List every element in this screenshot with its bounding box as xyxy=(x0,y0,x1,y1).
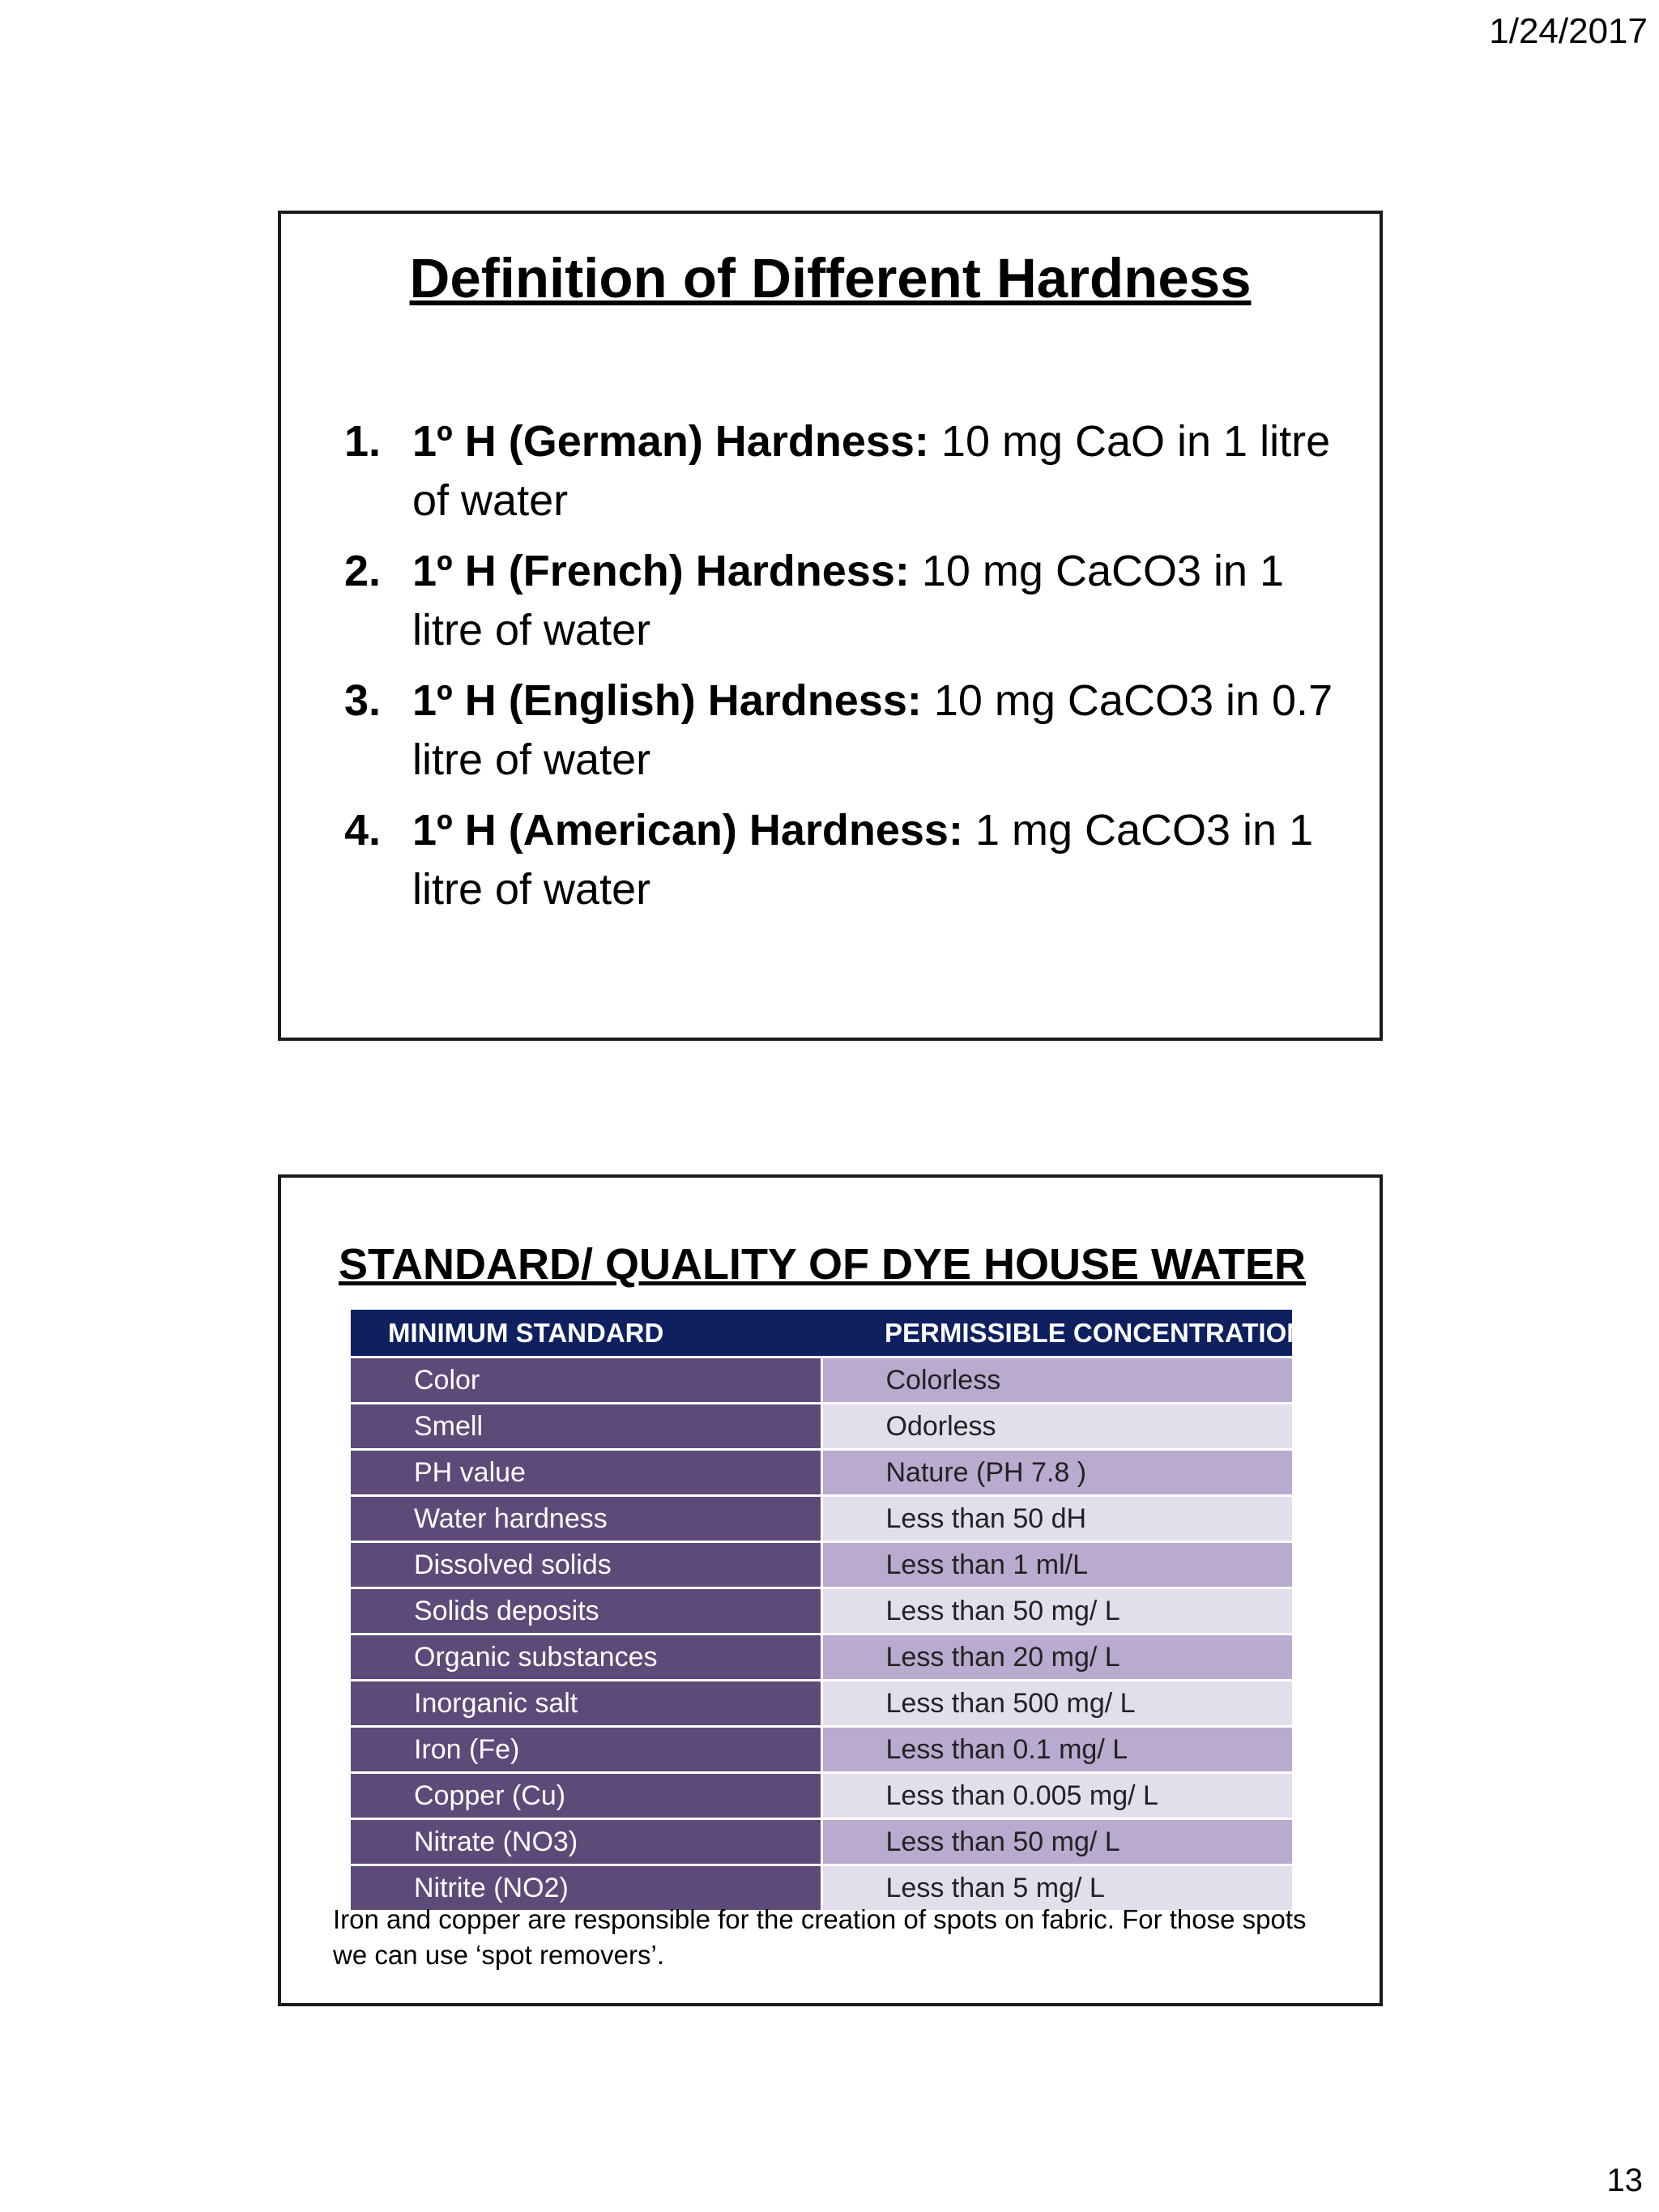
standard-cell: Copper (Cu) xyxy=(351,1773,821,1819)
table-row xyxy=(351,1634,1292,1681)
concentration-cell: Less than 1 ml/L xyxy=(821,1542,1292,1588)
standard-cell: Color xyxy=(351,1357,821,1404)
table-row xyxy=(351,1450,1292,1496)
table-row xyxy=(351,1681,1292,1727)
standard-cell: Water hardness xyxy=(351,1496,821,1542)
slide-title: STANDARD/ QUALITY OF DYE HOUSE WATER xyxy=(338,1240,1307,1289)
hardness-definition: 10 mg CaCO3 in 0.7 litre of water xyxy=(412,676,1333,784)
slide-hardness-definitions xyxy=(278,211,1383,1041)
hardness-term: 1º H (English) Hardness: xyxy=(412,676,922,725)
table-row xyxy=(351,1357,1292,1404)
water-standard-table xyxy=(351,1310,1307,1912)
hardness-definition: 10 mg CaO in 1 litre of water xyxy=(412,417,1331,525)
list-number: 4. xyxy=(344,806,382,855)
hardness-definition: 10 mg CaCO3 in 1 litre of water xyxy=(412,547,1285,654)
list-item xyxy=(344,801,1341,919)
slide-title: Definition of Different Hardness xyxy=(409,247,1252,309)
list-item xyxy=(344,542,1341,660)
hardness-definition: 1 mg CaCO3 in 1 litre of water xyxy=(412,806,1314,914)
column-header-concentration: PERMISSIBLE CONCENTRATION xyxy=(821,1310,1292,1357)
hardness-term: 1º H (German) Hardness: xyxy=(412,417,929,466)
page-date: 1/24/2017 xyxy=(1489,11,1648,51)
slide-dye-house-water-standard xyxy=(278,1174,1383,2006)
concentration-cell: Less than 50 mg/ L xyxy=(821,1819,1292,1865)
slide-note: Iron and copper are responsible for the creation of spots on fabric. For those spots we can use ‘spot removers’. xyxy=(333,1904,1307,1970)
standard-cell: PH value xyxy=(351,1450,821,1496)
standard-cell: Nitrate (NO3) xyxy=(351,1819,821,1865)
hardness-definition-list xyxy=(344,412,1341,931)
concentration-cell: Less than 20 mg/ L xyxy=(821,1634,1292,1681)
concentration-cell: Less than 0.005 mg/ L xyxy=(821,1773,1292,1819)
list-item xyxy=(344,671,1341,790)
standard-cell: Inorganic salt xyxy=(351,1681,821,1727)
standard-cell: Smell xyxy=(351,1404,821,1450)
hardness-term: 1º H (American) Hardness: xyxy=(412,806,963,855)
table-row xyxy=(351,1819,1292,1865)
table-row xyxy=(351,1588,1292,1634)
column-header-standard: MINIMUM STANDARD xyxy=(351,1310,821,1357)
concentration-cell: Odorless xyxy=(821,1404,1292,1450)
list-number: 3. xyxy=(344,676,382,725)
standard-cell: Dissolved solids xyxy=(351,1542,821,1588)
standard-cell: Solids deposits xyxy=(351,1588,821,1634)
list-number: 1. xyxy=(344,417,382,466)
concentration-cell: Less than 0.1 mg/ L xyxy=(821,1727,1292,1773)
table-row xyxy=(351,1727,1292,1773)
table-row xyxy=(351,1542,1292,1588)
table-header-row xyxy=(351,1310,1292,1357)
table-row xyxy=(351,1773,1292,1819)
table-row xyxy=(351,1404,1292,1450)
page-number: 13 xyxy=(1606,2163,1643,2198)
standard-cell: Organic substances xyxy=(351,1634,821,1681)
standard-cell: Iron (Fe) xyxy=(351,1727,821,1773)
list-number: 2. xyxy=(344,547,382,595)
concentration-cell: Colorless xyxy=(821,1357,1292,1404)
list-item xyxy=(344,412,1341,531)
concentration-cell: Less than 50 mg/ L xyxy=(821,1588,1292,1634)
concentration-cell: Less than 500 mg/ L xyxy=(821,1681,1292,1727)
concentration-cell: Less than 5 mg/ L xyxy=(821,1865,1292,1912)
concentration-cell: Nature (PH 7.8 ) xyxy=(821,1450,1292,1496)
hardness-term: 1º H (French) Hardness: xyxy=(412,547,910,595)
table-row xyxy=(351,1496,1292,1542)
concentration-cell: Less than 50 dH xyxy=(821,1496,1292,1542)
standard-cell: Nitrite (NO2) xyxy=(351,1865,821,1912)
